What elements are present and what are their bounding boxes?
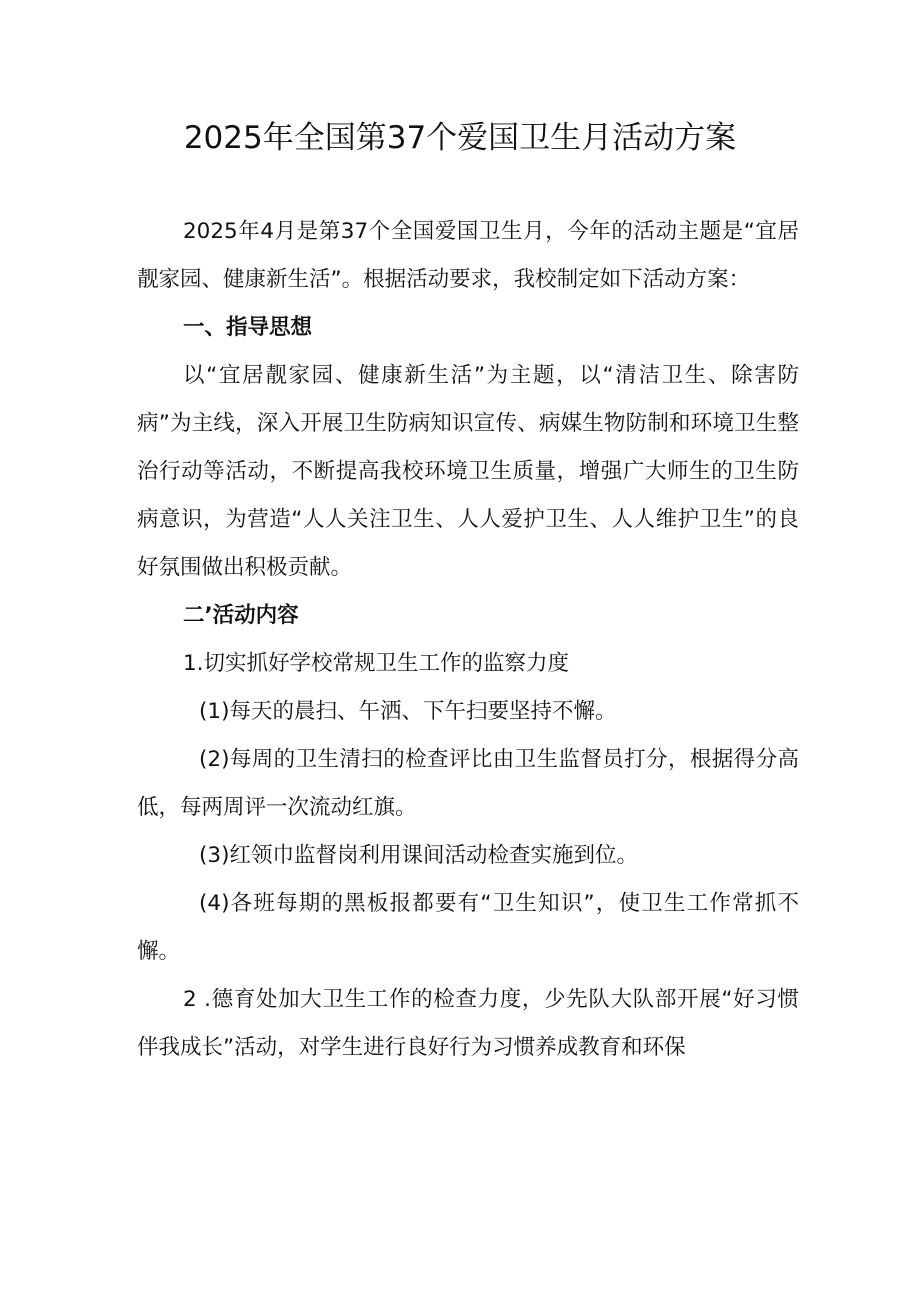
activity-subitem-3: (3)红领巾监督岗利用课间活动检查实施到位。 — [199, 843, 638, 868]
section-heading-activity-content: 二’活动内容 — [183, 603, 299, 628]
document-body — [137, 208, 799, 1072]
intro-paragraph: 2025年4月是第37个全国爱国卫生月，今年的活动主题是“宜居靓家园、健康新生活”。根据活动要求，我校制定如下活动方案： — [137, 219, 799, 292]
guiding-ideology-paragraph: 以“宜居靓家园、健康新生活”为主题，以“清洁卫生、除害防病”为主线，深入开展卫生防病知识宣传、病媒生物防制和环境卫生整治行动等活动，不断提高我校环境卫生质量，增强广大师生的卫生防病意识，为营造“人人关注卫生、人人爱护卫生、人人维护卫生”的良好氛围做出积极贡献。 — [137, 363, 799, 580]
activity-subitem-4: (4)各班每期的黑板报都要有“卫生知识”，使卫生工作常抓不懈。 — [137, 891, 799, 964]
activity-item-2: 2 .德育处加大卫生工作的检查力度，少先队大队部开展“好习惯伴我成长”活动，对学生进行良好行为习惯养成教育和环保 — [137, 987, 799, 1060]
document-title: 2025年全国第37个爱国卫生月活动方案 — [183, 120, 737, 156]
activity-subitem-2: (2)每周的卫生清扫的检查评比由卫生监督员打分，根据得分高低，每两周评一次流动红旗。 — [137, 747, 799, 820]
section-heading-guiding-ideology: 一、指导思想 — [183, 315, 313, 340]
activity-item-1: 1.切实抓好学校常规卫生工作的监察力度 — [183, 651, 570, 676]
activity-subitem-1: (1)每天的晨扫、午洒、下午扫要坚持不懈。 — [199, 699, 617, 724]
